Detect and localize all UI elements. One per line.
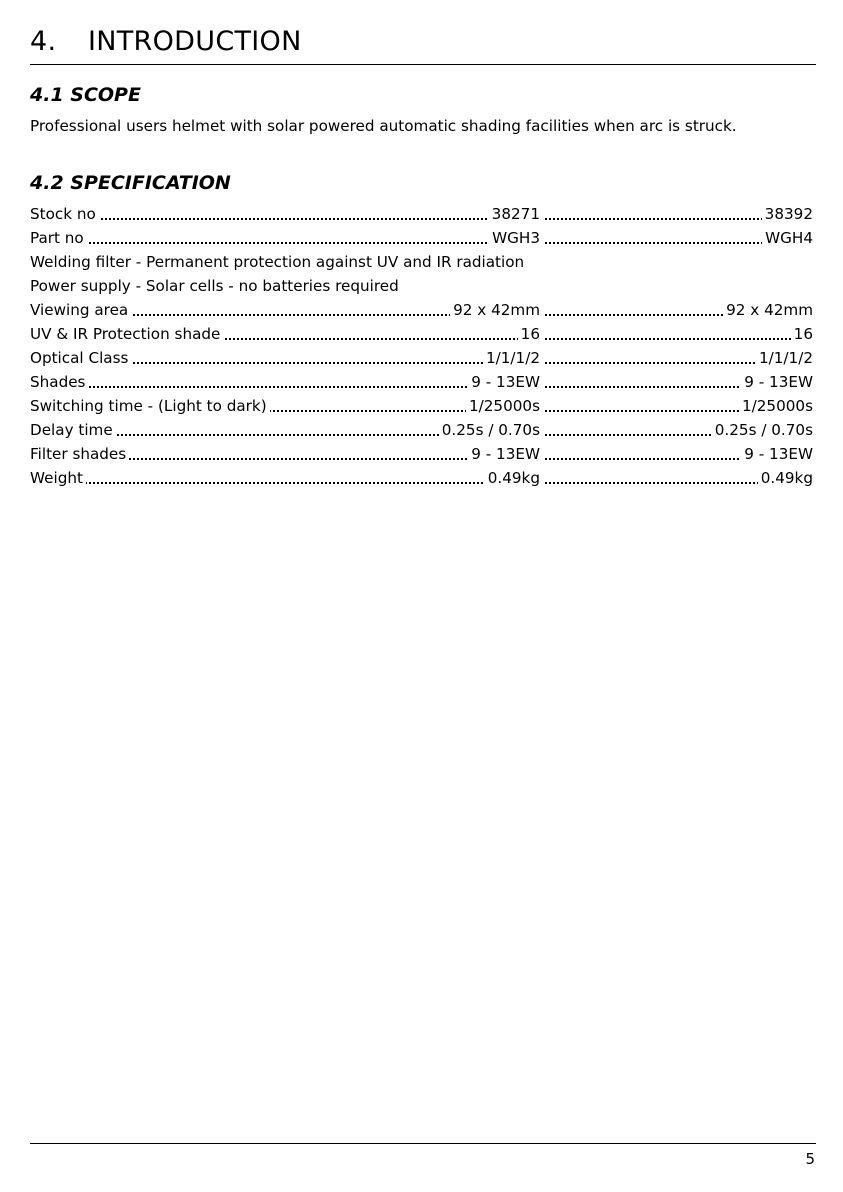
spec-value-wgh3: WGH3 <box>489 226 543 250</box>
dot-leader <box>30 218 811 220</box>
scope-text: Professional users helmet with solar powered automatic shading facilities when arc is struck. <box>30 117 737 135</box>
spec-label: Power supply - Solar cells - no batteries required <box>30 277 399 295</box>
spec-value-wgh3: 1/25000s <box>466 394 543 418</box>
spec-label: Switching time - (Light to dark) <box>30 394 270 418</box>
dot-leader <box>30 482 811 484</box>
spec-value-wgh4: WGH4 <box>762 226 813 250</box>
spec-row <box>30 202 813 226</box>
spec-row <box>30 442 813 466</box>
spec-value-wgh3: 0.49kg <box>485 466 543 490</box>
spec-value-wgh4: 16 <box>791 322 813 346</box>
dot-leader <box>30 314 811 316</box>
spec-label: Viewing area <box>30 298 131 322</box>
spec-label: Optical Class <box>30 346 131 370</box>
spec-row <box>30 298 813 322</box>
dot-leader <box>30 386 811 388</box>
spec-row <box>30 394 813 418</box>
spec-row <box>30 370 813 394</box>
page-number: 5 <box>805 1150 815 1168</box>
dot-leader <box>30 434 811 436</box>
spec-label: Weight <box>30 466 86 490</box>
spec-label: Stock no <box>30 202 99 226</box>
spec-value-wgh4: 1/25000s <box>739 394 813 418</box>
spec-value-wgh3: 1/1/1/2 <box>483 346 543 370</box>
spec-row <box>30 274 813 298</box>
spec-value-wgh3: 9 - 13EW <box>468 370 543 394</box>
spec-value-wgh3: 92 x 42mm <box>450 298 543 322</box>
spec-label: UV & IR Protection shade <box>30 322 223 346</box>
spec-row <box>30 250 813 274</box>
top-divider <box>30 64 816 65</box>
spec-label: Welding filter - Permanent protection against UV and IR radiation <box>30 253 525 271</box>
spec-value-wgh4: 1/1/1/2 <box>756 346 813 370</box>
spec-row <box>30 418 813 442</box>
spec-label: Delay time <box>30 418 116 442</box>
specification-heading: 4.2 SPECIFICATION <box>30 172 231 194</box>
spec-value-wgh4: 0.49kg <box>758 466 813 490</box>
spec-row <box>30 346 813 370</box>
section-number: 4. <box>30 26 57 57</box>
section-title-text: INTRODUCTION <box>88 26 302 57</box>
spec-label: Part no <box>30 226 87 250</box>
dot-leader <box>30 242 811 244</box>
spec-label: Shades <box>30 370 88 394</box>
spec-value-wgh3: 16 <box>518 322 543 346</box>
dot-leader <box>30 458 811 460</box>
scope-heading: 4.1 SCOPE <box>30 84 141 106</box>
spec-value-wgh4: 0.25s / 0.70s <box>712 418 813 442</box>
dot-leader <box>30 362 811 364</box>
specification-list <box>30 202 813 490</box>
bottom-divider <box>30 1143 816 1144</box>
spec-value-wgh4: 9 - 13EW <box>741 442 813 466</box>
spec-value-wgh3: 0.25s / 0.70s <box>439 418 543 442</box>
spec-row <box>30 226 813 250</box>
section-title <box>30 26 302 57</box>
spec-value-wgh4: 38392 <box>762 202 813 226</box>
spec-label: Filter shades <box>30 442 129 466</box>
spec-value-wgh3: 38271 <box>489 202 543 226</box>
spec-value-wgh3: 9 - 13EW <box>468 442 543 466</box>
spec-value-wgh4: 9 - 13EW <box>741 370 813 394</box>
spec-row <box>30 466 813 490</box>
spec-row <box>30 322 813 346</box>
spec-value-wgh4: 92 x 42mm <box>723 298 813 322</box>
